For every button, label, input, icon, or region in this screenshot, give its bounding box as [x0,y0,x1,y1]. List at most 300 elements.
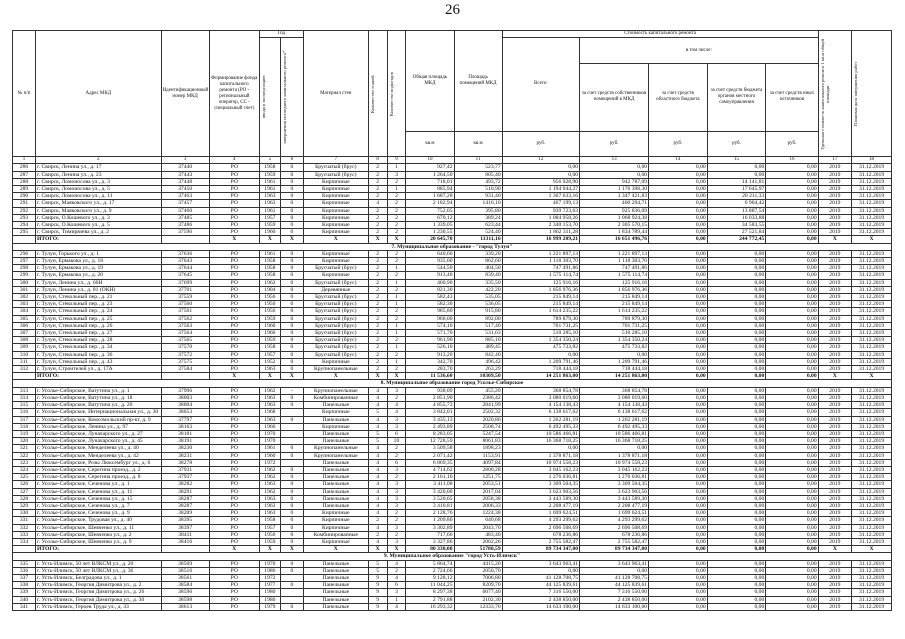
table-cell: 215 849,14 [502,294,579,301]
table-cell: 3 [387,481,406,488]
table-cell: 7 316 550,00 [502,589,579,596]
address-cell: г. Усолье-Сибирское, Сеченова ул., д. 11 [36,488,162,495]
table-cell: X [818,546,851,553]
address-cell: г. Усолье-Сибирское, Шевченко ул., д. 9 [36,538,162,545]
table-cell: 314 [13,394,36,401]
table-row [13,308,892,315]
table-cell: 0 [280,308,303,315]
table-cell: 0,00 [766,531,818,538]
table-cell: 1957 [259,524,280,531]
table-cell: 1 209 791,46 [580,358,649,365]
table-cell: 4 [368,387,387,394]
table-cell: Кирпичные [303,207,368,214]
table-cell: 2 [368,517,387,524]
table-row [13,250,892,257]
address-cell: г. Усолье-Сибирское, Сеченова ул., д. 15 [36,495,162,502]
table-cell: 623,44 [454,222,502,229]
table-cell: 1 575 114,74 [502,272,579,279]
table-cell: 4 293 299,62 [580,517,649,524]
table-cell: 16 293,32 [406,603,454,610]
table-cell: 2 [387,272,406,279]
table-cell: 2019 [818,567,851,574]
table-cell: 2 [368,286,387,293]
table-cell: 0 [280,178,303,185]
table-cell: 0 [280,322,303,329]
table-cell: 805,40 [454,171,502,178]
table-cell: 14 251 863,00 [502,373,579,380]
table-cell: 510 285,10 [502,330,579,337]
table-cell: 0,00 [649,402,708,409]
header-total-area: Общая площадь МКД [406,31,454,132]
table-cell: РО [209,286,259,293]
table-cell: 3 623 903,56 [580,488,649,495]
column-number: 4 [209,157,259,164]
table-cell: 1 262 281,19 [502,416,579,423]
header-unit-cost: Удельная стоимость капитального ремонта 1 кв.м общей площади [818,31,851,157]
table-cell: 89 734 347,00 [502,546,579,553]
table-cell [161,546,209,553]
table-cell: 16 368 718,25 [502,438,579,445]
header-cost: Стоимость капитального ремонта [502,31,818,38]
table-cell: Кирпичные [303,272,368,279]
table-cell [280,430,303,437]
table-cell: 38291 [161,488,209,495]
table-cell: 2 755 582,47 [580,538,649,545]
table-cell: 2 [368,294,387,301]
table-cell: 1959 [259,337,280,344]
table-cell: 925 836,09 [580,207,649,214]
table-cell: 0,00 [707,474,766,481]
table-cell: 1959 [259,315,280,322]
table-cell: 1963 [259,495,280,502]
table-cell: 0,00 [649,258,708,265]
table-cell: 752,05 [406,207,454,214]
table-cell: 3 [387,524,406,531]
table-cell: 2 208 477,19 [580,502,649,509]
address-cell: г. Свирск, Маяковского ул., д. 9 [36,207,162,214]
table-cell: 1958 [259,258,280,265]
table-cell: 5247,54 [454,430,502,437]
table-cell: 0,00 [707,582,766,589]
table-row [13,402,892,409]
table-cell: 531,63 [454,330,502,337]
header-cost-total: Всего: [502,38,579,131]
table-cell: 38584 [161,582,209,589]
table-cell: 2 [387,366,406,373]
table-cell: 1962 [259,488,280,495]
table-cell: Панельные [303,488,368,495]
column-number: 6 [280,157,303,164]
table-cell: 3 [387,488,406,495]
table-cell: 0,00 [766,402,818,409]
table-cell: 1 354 350,24 [502,337,579,344]
table-cell: 2 [368,222,387,229]
table-cell: 0,00 [707,394,766,401]
table-cell: 0,00 [502,567,579,574]
table-cell: 0 [280,416,303,423]
table-cell: 31.12.2019 [852,402,892,409]
table-cell: 323 [13,459,36,466]
table-cell: 0,00 [707,164,766,171]
table-cell: 5 [368,409,387,416]
table-cell: 1963 [259,193,280,200]
table-row [13,524,892,531]
table-row [13,294,892,301]
table-cell: 2 438 850,00 [580,596,649,603]
table-cell: 0,00 [707,279,766,286]
table-cell: 493,72 [454,178,502,185]
table-cell: 0,00 [766,517,818,524]
table-cell: 37572 [161,351,209,358]
table-cell: 31.12.2019 [852,207,892,214]
table-cell: 2062,26 [454,538,502,545]
column-number: 16 [766,157,818,164]
table-cell: 0,00 [649,574,708,581]
table-cell: 0,00 [649,459,708,466]
table-cell: 2019 [818,466,851,473]
address-cell: г. Свирск, Маяковского ул., д. 17 [36,200,162,207]
table-cell: 31.12.2019 [852,445,892,452]
table-cell: 0,00 [707,488,766,495]
table-cell: 38278 [161,459,209,466]
table-cell: 1952 [259,358,280,365]
table-cell: 985,80 [406,308,454,315]
table-cell: 1 378 871,18 [502,452,579,459]
table-cell: 2 071,42 [406,452,454,459]
table-cell: 0 [280,445,303,452]
table-cell: 0,00 [649,279,708,286]
table-cell: 1 339,05 [406,222,454,229]
table-cell: 0 [280,337,303,344]
table-cell: 0,00 [649,330,708,337]
address-cell: г. Тулун, Ленина ул., д. 66Н [36,279,162,286]
table-cell: 0,00 [707,301,766,308]
table-cell: 0,00 [649,286,708,293]
header-year-repair: завершения последнего капитального ремонта* [280,38,303,157]
table-cell: Комбинированные [303,531,368,538]
table-cell: 2 755 582,47 [502,538,579,545]
address-cell: г. Усолье-Сибирское, Менделеева ул., д. 42 [36,452,162,459]
table-cell: 31.12.2019 [852,466,892,473]
table-cell: 718 444,18 [580,366,649,373]
table-cell: 2019 [818,517,851,524]
table-cell: 0,00 [766,416,818,423]
table-row [13,438,892,445]
table-cell: 0,00 [580,164,649,171]
table-cell: 4097,84 [454,459,502,466]
table-cell: 0,00 [649,337,708,344]
table-cell: 0,00 [707,510,766,517]
table-cell: 1 194 044,27 [502,186,579,193]
table-cell: 0 [280,402,303,409]
address-cell: г. Тулун, Ленина ул., д. 81 (ОКН) [36,286,162,293]
section-header-row [13,553,892,560]
table-cell: 0,00 [649,466,708,473]
table-cell: 9 [368,582,387,589]
table-cell: РО [209,315,259,322]
table-cell: 2 [387,531,406,538]
table-cell: 1963 [259,510,280,517]
table-cell: 3 443 589,30 [502,495,579,502]
table-cell: 1 068 924,38 [580,214,649,221]
column-number: 17 [818,157,851,164]
table-cell: 0 [280,474,303,481]
table-cell: 3 435,13 [406,416,454,423]
table-row [13,315,892,322]
table-cell: 289 [13,186,36,193]
table-row [13,517,892,524]
table-cell: 0,00 [766,286,818,293]
table-cell: Брусчатый (брус) [303,344,368,351]
table-row [13,481,892,488]
table-cell: Крупнопанельные [303,452,368,459]
table-cell: 2006,33 [454,502,502,509]
table-cell: 368 854,78 [580,387,649,394]
table-cell: РО [209,330,259,337]
table-cell: 37937 [161,474,209,481]
section-title: 7. Муниципальное образование - "город Тулун" [13,243,892,250]
table-cell: 0,00 [766,567,818,574]
table-cell: 4 154 138,43 [580,402,649,409]
table-cell: 0,00 [707,445,766,452]
table-cell: 3 [387,416,406,423]
table-cell: РО [209,488,259,495]
table-cell: 2502,32 [454,409,502,416]
table-cell: 1 575 114,74 [580,272,649,279]
table-cell: Панельные [303,596,368,603]
table-cell: 821,30 [406,286,454,293]
table-cell: 1961 [259,186,280,193]
table-cell: 31.12.2019 [852,272,892,279]
column-number: 2 [36,157,162,164]
table-row [13,474,892,481]
table-cell: 2 791,88 [406,596,454,603]
table-cell: 956 928,90 [502,178,579,185]
table-cell: 2058,38 [454,495,502,502]
table-cell: 717,66 [406,531,454,538]
table-cell: Кирпичные [303,222,368,229]
table-cell: 1963 [259,402,280,409]
column-number: 3 [161,157,209,164]
column-number: 11 [454,157,502,164]
table-cell: 38598 [161,596,209,603]
table-cell: 4 [368,538,387,545]
table-cell: 0,00 [766,409,818,416]
table-cell: 1986 [259,567,280,574]
table-cell: 0,00 [766,294,818,301]
table-cell: 3 443 589,30 [580,495,649,502]
table-cell: 31.12.2019 [852,524,892,531]
table-cell: 1 276 036,81 [502,474,579,481]
unit-rub: руб. [502,131,579,157]
table-cell: 16 033,88 [707,214,766,221]
table-cell: 1960 [259,330,280,337]
table-cell: 571,70 [406,330,454,337]
table-cell: Кирпичные [303,186,368,193]
table-cell: 0,00 [649,495,708,502]
table-cell: 2019 [818,222,851,229]
table-cell: 6 904,42 [707,200,766,207]
table-cell: 2 [387,258,406,265]
table-cell: 2 340 153,70 [502,222,579,229]
address-cell: г. Свирск, Ломоносова ул., д. 11 [36,193,162,200]
table-cell: 2019 [818,330,851,337]
table-cell: 0,00 [707,322,766,329]
table-cell: 2019 [818,301,851,308]
table-cell: 31.12.2019 [852,488,892,495]
table-cell: 3 309 504,35 [580,481,649,488]
table-cell: Брусчатый (брус) [303,301,368,308]
table-cell: 0,00 [707,574,766,581]
table-cell: 4 [387,402,406,409]
table-cell: 6 [387,430,406,437]
table-cell: 1959 [259,222,280,229]
table-cell: 0,00 [766,582,818,589]
table-cell: 1 856 976,36 [580,286,649,293]
header-regional: за счет средств областного бюджета [649,63,708,131]
table-cell: 2019 [818,258,851,265]
table-cell: 8 297,38 [406,589,454,596]
table-cell: 315 [13,402,36,409]
table-cell: РО [209,589,259,596]
unit-sqm: кв.м [454,131,502,157]
table-cell: 2841,99 [454,402,502,409]
table-cell: X [280,546,303,553]
table-cell: 0,00 [580,171,649,178]
table-cell: 701 731,25 [502,322,579,329]
table-cell: 31.12.2019 [852,567,892,574]
header-wall: Материал стен [303,31,368,157]
table-cell: X [280,236,303,243]
table-cell [161,373,209,380]
table-cell: 0 [280,366,303,373]
table-cell: РО [209,366,259,373]
table-cell [13,546,36,553]
table-cell: 0,00 [649,531,708,538]
table-cell: 2 [387,517,406,524]
table-cell: 2019 [818,322,851,329]
table-cell: 2019 [818,358,851,365]
table-cell: 31.12.2019 [852,214,892,221]
table-cell: 31.12.2019 [852,495,892,502]
table-cell: X [209,236,259,243]
table-cell: 0 [280,394,303,401]
table-cell: РО [209,337,259,344]
table-cell: РО [209,416,259,423]
table-cell: РО [209,294,259,301]
table-cell: 10 974 558,23 [502,459,579,466]
address-cell: г. Тулун, Горького ул., д. 1 [36,250,162,257]
repair-table-wrapper [12,30,892,635]
table-cell [280,596,303,603]
table-cell: 1956 [259,308,280,315]
address-cell: ИТОГО: [36,236,162,243]
table-cell: РО [209,574,259,581]
table-cell: 1 209 791,46 [502,358,579,365]
table-cell: 2019 [818,560,851,567]
table-row [13,322,892,329]
table-cell: 2 [387,250,406,257]
table-cell: 2 [387,474,406,481]
table-cell: 475 733,82 [502,344,579,351]
header-year-commission: ввода в эксплуатацию [259,38,280,157]
table-cell: 582,30 [406,301,454,308]
address-cell: г. Усолье-Сибирское, Интернациональная ул., д. 30 [36,409,162,416]
table-cell: 1 [387,164,406,171]
table-cell: 327 [13,488,36,495]
table-cell: 8 283,05 [406,430,454,437]
table-cell: 31.12.2019 [852,582,892,589]
table-cell: 0 [280,250,303,257]
address-cell: г. Усть-Илимск, Георгия Димитрова ул., д. 26 [36,589,162,596]
table-cell: Деревянные [303,286,368,293]
table-cell: 1 [387,279,406,286]
table-cell: 31.12.2019 [852,560,892,567]
table-cell: РО [209,308,259,315]
table-cell: Брусчатый (брус) [303,330,368,337]
table-cell: 37560 [161,301,209,308]
table-row [13,603,892,610]
table-cell: 2 [368,308,387,315]
table-cell: 3 420,00 [406,488,454,495]
header-no: № п/п [13,31,36,157]
table-cell: 4 [387,560,406,567]
table-cell: 38416 [161,538,209,545]
table-cell: 0,00 [766,229,818,236]
table-cell: 37699 [161,279,209,286]
table-cell: X [259,373,280,380]
total-row [13,546,892,553]
table-cell: 2 [387,337,406,344]
table-cell: 38509 [161,560,209,567]
table-cell: 0,00 [649,409,708,416]
table-cell: 17 645,97 [707,186,766,193]
table-cell: 2019 [818,214,851,221]
table-cell: 0,00 [649,430,708,437]
table-cell: РО [209,301,259,308]
table-cell: 0,00 [649,366,708,373]
table-cell: 324 [13,466,36,473]
table-cell: 0,00 [766,474,818,481]
table-cell: 2019 [818,315,851,322]
table-cell: 0,00 [766,394,818,401]
table-cell: 1 699 624,51 [502,510,579,517]
table-cell: 1 367 633,16 [502,193,579,200]
table-cell: 718 444,18 [502,366,579,373]
table-cell: 31.12.2019 [852,222,892,229]
table-cell: 2 [387,286,406,293]
total-row [13,373,892,380]
address-cell: г. Усолье-Сибирское, Трудовая ул., д. 40 [36,517,162,524]
table-cell: 38231 [161,452,209,459]
table-cell: 0,00 [707,171,766,178]
table-cell: 320 [13,438,36,445]
table-cell: 0,00 [766,258,818,265]
table-cell: 2 [387,229,406,236]
table-cell: Панельные [303,495,368,502]
header-incl: в том числе: [580,38,819,64]
address-cell: г. Усолье-Сибирское, Комсомольский пр-кт, д. 9 [36,416,162,423]
table-cell: Панельные [303,589,368,596]
header-owners: за счет средств собственников помещений в МКД [580,63,649,131]
address-cell: г. Усолье-Сибирское, Ленина ул., д. 97 [36,423,162,430]
table-cell: 2019 [818,394,851,401]
table-cell: 8061,83 [454,438,502,445]
table-cell: Крупнопанельные [303,366,368,373]
table-cell: 0,00 [766,330,818,337]
table-cell: 2 [387,308,406,315]
table-cell: 0,00 [766,200,818,207]
